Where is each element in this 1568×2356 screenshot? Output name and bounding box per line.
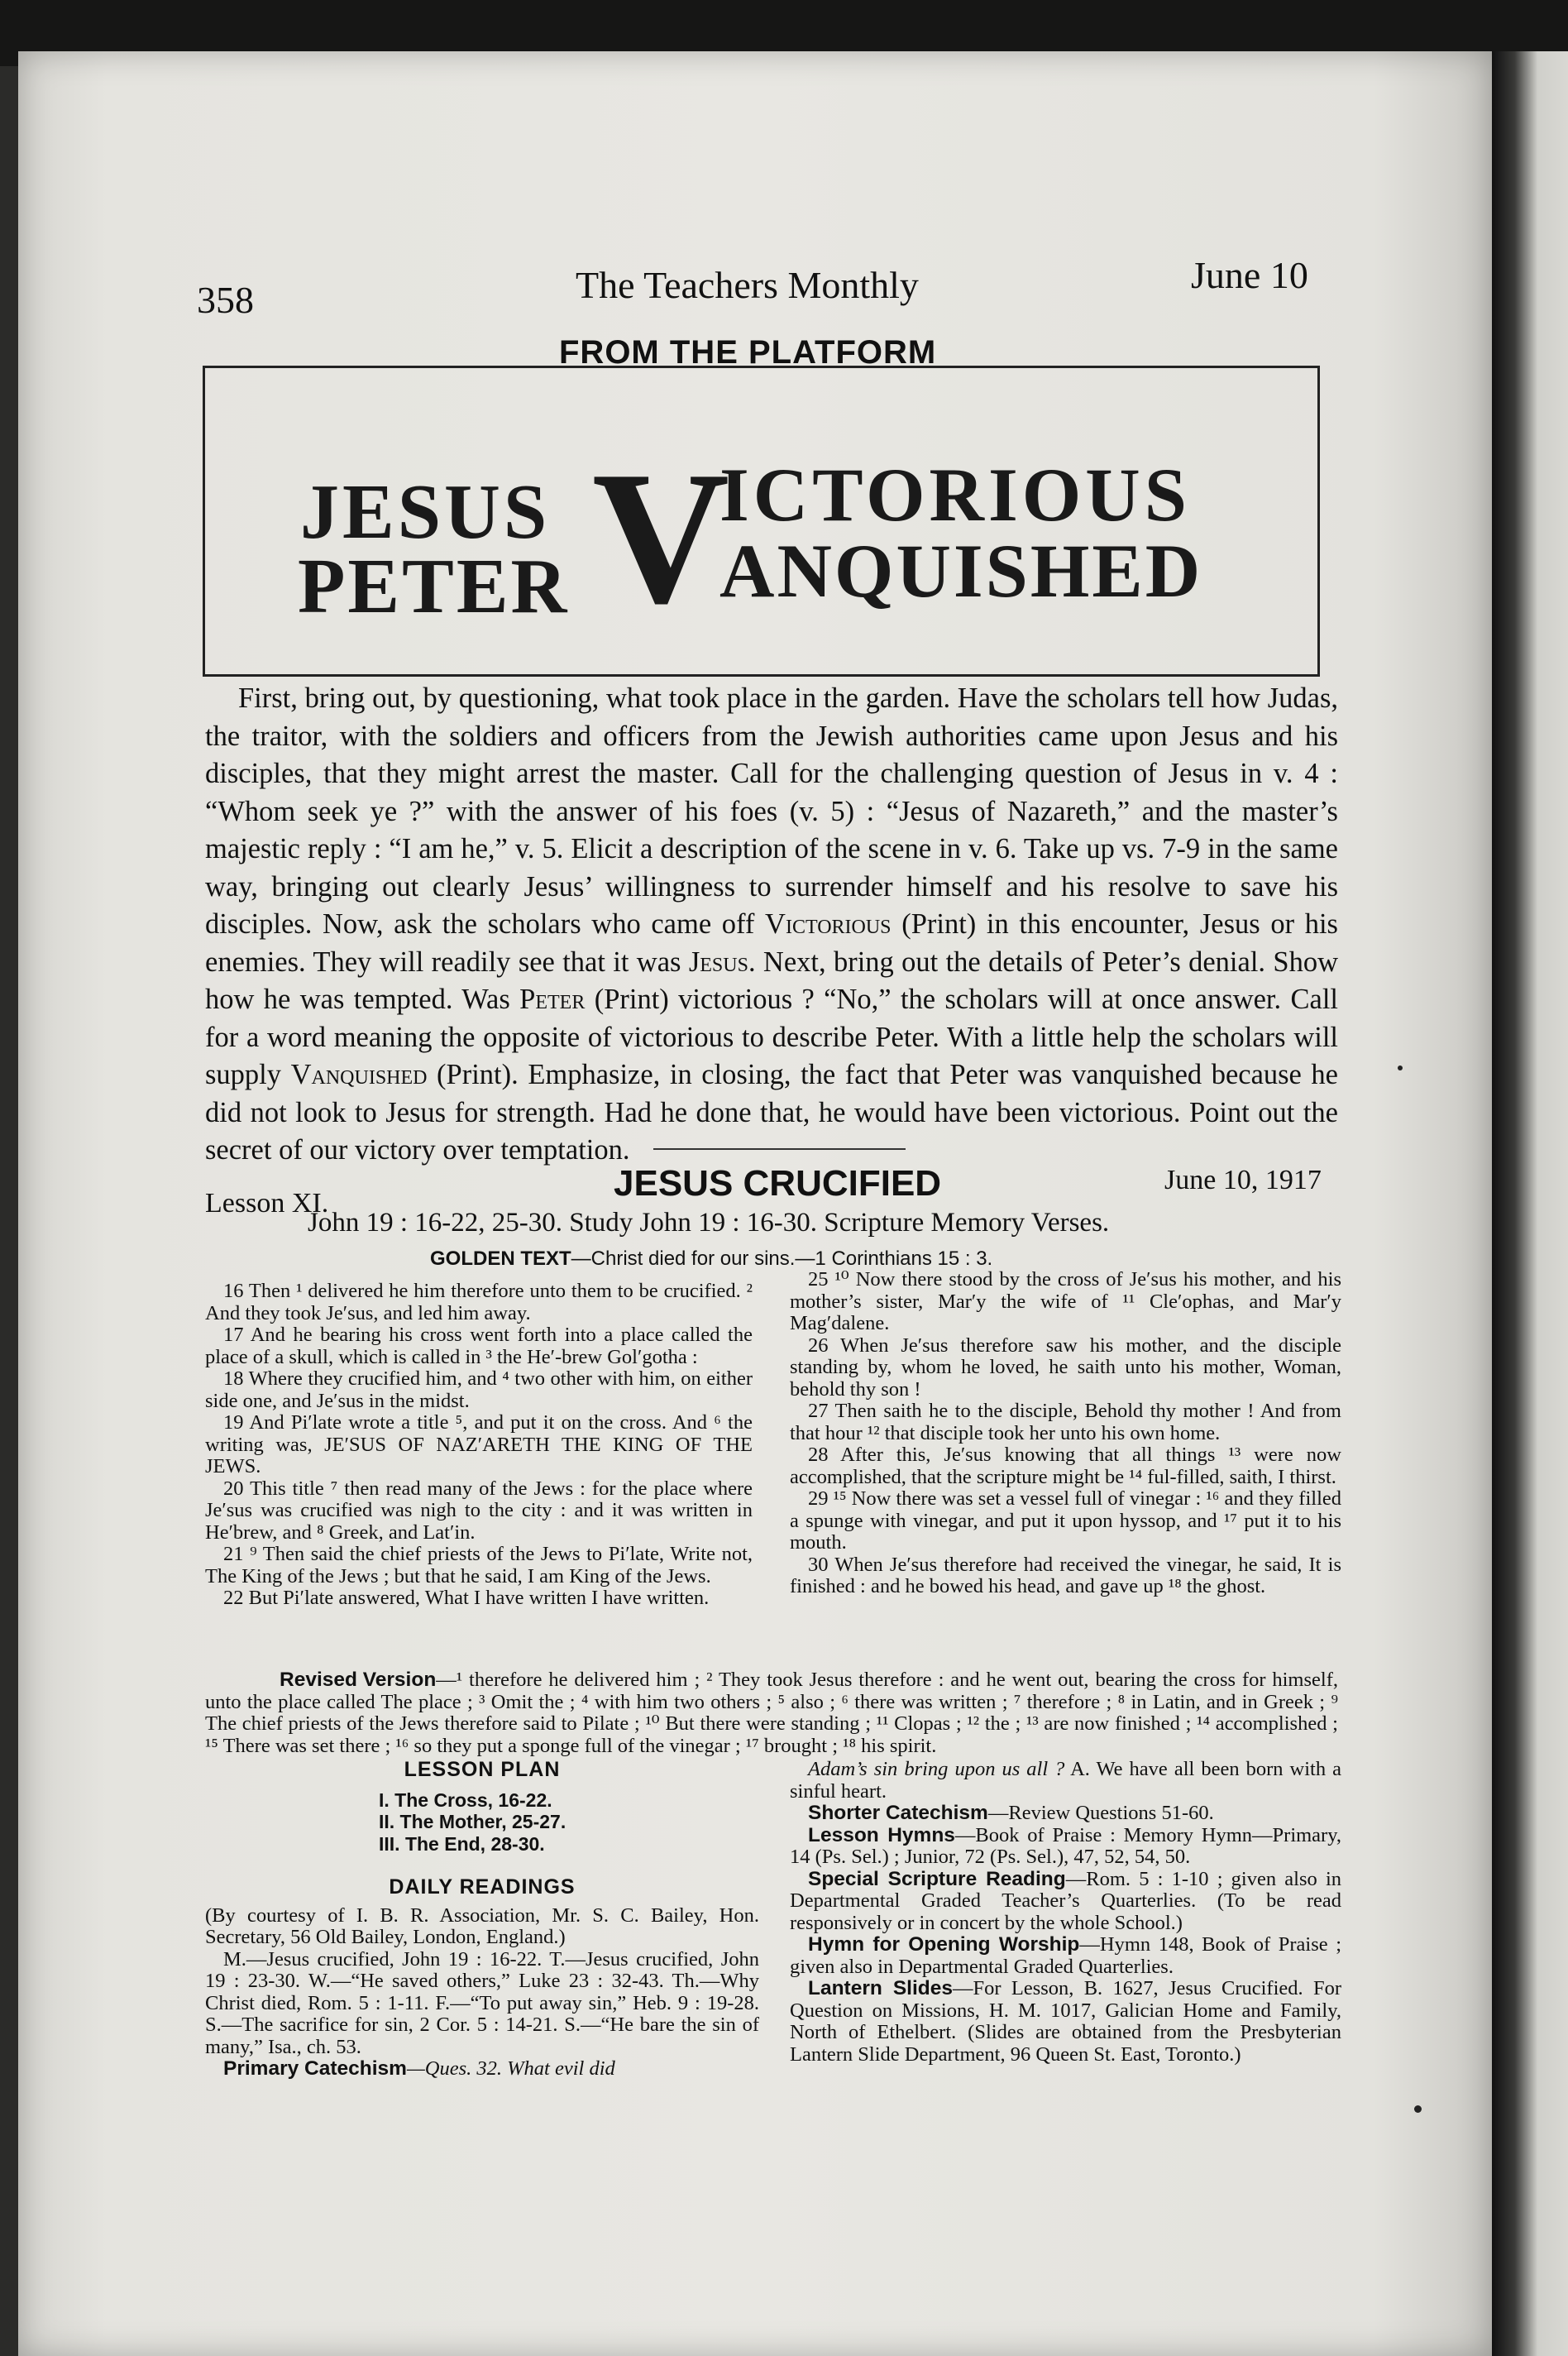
lesson-note-text: —Book of Praise : Memory Hymn—Primary, 14 (Ps. Sel.) ; Junior, 72 (Ps. Sel.), 47, 52, 54, 50. — [790, 1823, 1341, 1868]
lesson-note — [790, 1803, 1341, 1825]
golden-text-body: —Christ died for our sins.—1 Corinthians 15 : 3. — [571, 1247, 993, 1270]
primary-catechism-label: Primary Catechism — [223, 2057, 407, 2080]
lesson-note-label: Lesson Hymns — [808, 1823, 955, 1846]
scripture-verse: 17 And he bearing his cross went forth into a place called the place of a skull, which is called in ³ the He′-brew Gol′gotha : — [205, 1324, 753, 1368]
paper-speck — [1398, 1065, 1403, 1070]
paragraph-text: . Next, bring out the details of Peter’s denial. Show how he was tempted. Was — [205, 946, 1338, 1015]
lesson-note-text: —Rom. 5 : 1-10 ; given also in Departmental Graded Teacher’s Quarterlies. (To be read responsively or in concert by the whole School.) — [790, 1867, 1341, 1934]
primary-catechism-continued: Adam’s sin bring upon us all ? — [808, 1758, 1065, 1780]
daily-readings-heading: DAILY READINGS — [389, 1875, 576, 1899]
lower-left-column — [205, 1759, 759, 2081]
journal-title: The Teachers Monthly — [576, 264, 919, 306]
paragraph-text: (Print) in this encounter, Jesus or his enemies. They will readily see that it was — [205, 908, 1338, 978]
primary-catechism-question: —Ques. 32. What evil did — [406, 2057, 615, 2080]
lesson-plan-item: I. The Cross, 16-22. — [379, 1789, 552, 1811]
paragraph-text: (Print) victorious ? “No,” the scholars will at once answer. Call for a word meaning the opposite of victorious to describe Peter. With a little help the scholars will supply — [205, 984, 1338, 1090]
scripture-verse: 20 This title ⁷ then read many of the Jews : for the place where Je′sus was crucified was nigh to the city : and it was written in He′brew, and ⁸ Greek, and Lat′in. — [205, 1477, 753, 1544]
scripture-verse: 26 When Je′sus therefore saw his mother, and the disciple standing by, whom he loved, he saith unto his mother, Woman, behold thy son ! — [790, 1334, 1341, 1401]
scripture-verse: 19 And Pi′late wrote a title ⁵, and put it on the cross. And ⁶ the writing was, JE′SUS OF NAZ′ARETH THE KING OF THE JEWS. — [205, 1411, 753, 1477]
platform-board — [203, 366, 1320, 677]
board-word-peter: PETER — [298, 544, 570, 630]
small-caps-word: Vanquished — [290, 1059, 428, 1090]
page-number: 358 — [197, 279, 254, 321]
lesson-plan-list — [205, 1789, 759, 1856]
lesson-note-text: —Review Questions 51-60. — [987, 1802, 1214, 1824]
section-heading: FROM THE PLATFORM — [559, 334, 937, 371]
golden-text-label: GOLDEN TEXT — [430, 1247, 571, 1270]
primary-catechism-answer: A. We have all been born with a sinful heart. — [790, 1758, 1341, 1803]
lesson-note — [790, 1869, 1341, 1935]
scripture-verse: 21 ⁹ Then said the chief priests of the Jews to Pi′late, Write not, The King of the Jews ; but that he said, I am King of the Jews. — [205, 1543, 753, 1587]
lesson-date: June 10, 1917 — [1164, 1165, 1322, 1195]
board-big-v: V — [592, 432, 730, 643]
lesson-note-text: —For Lesson, B. 1627, Jesus Crucified. For Question on Missions, H. M. 1017, Galician Home and Family, North of Ethelbert. (Slides are obtained from the Presbyterian Lantern Slide Department, 96 Queen St. East, Toronto.) — [790, 1977, 1341, 2066]
paragraph-text: First, bring out, by questioning, what took place in the garden. Have the scholars tell how Judas, the traitor, with the soldiers and officers from the Jewish authorities came upon Jesus and his disciples, that they might arrest the master. Call for the challenging question of Jesus in v. 4 : “Whom seek ye ?” with the answer of his foes (v. 5) : “Jesus of Nazareth,” and the master’s majestic reply : “I am he,” v. 5. Elicit a description of the scene in v. 6. Take up vs. 7-9 in the same way, bringing out clearly Jesus’ willingness to surrender himself and his resolve to save his disciples. Now, ask the scholars who came off — [205, 682, 1338, 940]
daily-readings-courtesy: (By courtesy of I. B. R. Association, Mr. S. C. Bailey, Hon. Secretary, 56 Old Bailey, London, England.) — [205, 1903, 759, 1948]
lesson-plan-item: II. The Mother, 25-27. — [379, 1811, 566, 1832]
scripture-verse: 27 Then saith he to the disciple, Behold thy mother ! And from that hour ¹² that disciple took her unto his own home. — [790, 1400, 1341, 1444]
lesson-note-label: Special Scripture Reading — [808, 1867, 1066, 1890]
scripture-verse: 29 ¹⁵ Now there was set a vessel full of vinegar : ¹⁶ and they filled a spunge with vinegar, and put it upon hyssop, and ¹⁷ put it to his mouth. — [790, 1487, 1341, 1554]
lower-right-column — [790, 1759, 1341, 2066]
revised-version-label: Revised Version — [280, 1669, 437, 1691]
lesson-note — [790, 1825, 1341, 1869]
small-caps-word: Victorious — [765, 908, 892, 940]
platform-paragraph — [205, 680, 1338, 1170]
paragraph-text: (Print). Emphasize, in closing, the fact that Peter was vanquished because he did not look to Jesus for strength. Had he done that, he would have been victorious. Point out the secret of our victory over temptation. — [205, 1059, 1338, 1166]
scripture-verse: 30 When Je′sus therefore had received the vinegar, he said, It is finished : and he bowed his head, and gave up ¹⁸ the ghost. — [790, 1553, 1341, 1597]
lesson-note-label: Hymn for Opening Worship — [808, 1933, 1080, 1956]
lesson-number: Lesson XI. — [205, 1188, 329, 1219]
board-suffix-ictorious: ICTORIOUS — [719, 453, 1191, 537]
lesson-title: JESUS CRUCIFIED — [614, 1163, 942, 1204]
small-caps-word: Jesus — [688, 946, 748, 978]
lesson-plan-heading: LESSON PLAN — [404, 1758, 561, 1781]
golden-text — [430, 1247, 992, 1271]
lesson-note-label: Lantern Slides — [808, 1977, 954, 1999]
lesson-note — [790, 1978, 1341, 2066]
lesson-reference: John 19 : 16-22, 25-30. Study John 19 : 16-30. Scripture Memory Verses. — [308, 1208, 1110, 1238]
verses-left-column — [205, 1281, 753, 1610]
lesson-note — [790, 1934, 1341, 1978]
scripture-verse: 16 Then ¹ delivered he him therefore unto them to be crucified. ² And they took Je′sus, and led him away. — [205, 1280, 753, 1324]
paper-speck — [1414, 2105, 1422, 2113]
verses-right-column — [790, 1269, 1341, 1598]
lesson-plan-item: III. The End, 28-30. — [379, 1832, 545, 1855]
section-divider — [653, 1148, 906, 1150]
board-word-jesus: JESUS — [300, 469, 551, 555]
small-caps-word: Peter — [519, 984, 586, 1015]
scripture-verse: 22 But Pi′late answered, What I have written I have written. — [223, 1587, 710, 1609]
daily-readings-text: M.—Jesus crucified, John 19 : 16-22. T.—Jesus crucified, John 19 : 23-30. W.—“He saved others,” Luke 23 : 32-43. Th.—Why Christ died, Rom. 5 : 1-11. F.—“To put away sin,” Heb. 9 : 19-28. S.—The sacrifice for sin, 2 Cor. 5 : 14-21. S.—“He bare the sin of many,” Isa., ch. 53. — [205, 1947, 759, 2058]
adjacent-page-edge — [1492, 51, 1568, 2356]
lesson-note-text: —Hymn 148, Book of Praise ; given also in Departmental Graded Quarterlies. — [790, 1933, 1342, 1978]
scripture-verse: 28 After this, Je′sus knowing that all things ¹³ were now accomplished, that the scripture might be ¹⁴ ful-filled, saith, I thirst. — [790, 1444, 1341, 1488]
scripture-verse: 25 ¹⁰ Now there stood by the cross of Je′sus his mother, and his mother’s sister, Mar′y the wife of ¹¹ Cle′ophas, and Mar′y Mag′dalene. — [790, 1268, 1341, 1334]
lesson-note-label: Shorter Catechism — [808, 1802, 988, 1824]
revised-version — [205, 1669, 1338, 1757]
revised-version-text: —¹ therefore he delivered him ; ² They took Jesus therefore : and he went out, bearing the cross for himself, unto the place called The place ; ³ Omit the ; ⁴ with him two others ; ⁵ also ; ⁶ there was written ; ⁷ therefore ; ⁸ in Latin, and in Greek ; ⁹ The chief priests of the Jews therefore said to Pilate ; ¹⁰ But there were standing ; ¹¹ Clopas ; ¹² the ; ¹³ are now finished ; ¹⁴ accomplished ; ¹⁵ There was set there ; ¹⁶ so they put a sponge full of the vinegar ; ¹⁷ brought ; ¹⁸ his spirit. — [205, 1669, 1338, 1757]
board-suffix-anquished: ANQUISHED — [719, 529, 1203, 613]
scripture-verse: 18 Where they crucified him, and ⁴ two other with him, on either side one, and Je′sus in the midst. — [205, 1367, 753, 1412]
issue-date: June 10 — [1191, 254, 1308, 296]
